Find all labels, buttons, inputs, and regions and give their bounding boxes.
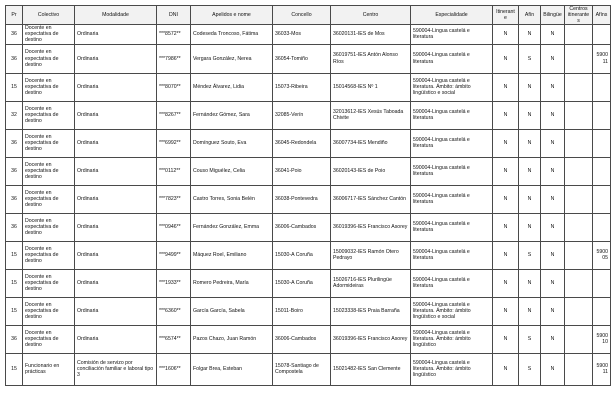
cell-centro: 36020131-IES de Mos	[331, 25, 411, 44]
cell-colectivo: Docente en expectativa de destino	[23, 101, 75, 129]
cell-centros-itinerantes	[565, 241, 593, 269]
cell-modalidade: Ordinaria	[75, 185, 157, 213]
table-row	[6, 25, 611, 44]
cell-centro: 15026716-IES Plurilingüe Adormideiras	[331, 269, 411, 297]
cell-centros-itinerantes	[565, 73, 593, 101]
cell-afins	[593, 101, 611, 129]
cell-apelidos-nome: García García, Sabela	[191, 297, 273, 325]
cell-modalidade: Ordinaria	[75, 157, 157, 185]
cell-pr: 36	[6, 157, 23, 185]
cell-afin: S	[519, 241, 541, 269]
cell-centros-itinerantes	[565, 129, 593, 157]
cell-concello: 36006-Cambados	[273, 213, 331, 241]
cell-afin: N	[519, 213, 541, 241]
cell-centro: 36019396-IES Francisco Asorey	[331, 213, 411, 241]
cell-colectivo: Docente en expectativa de destino	[23, 269, 75, 297]
cell-apelidos-nome: Vergara González, Nerea	[191, 44, 273, 73]
cell-afin: N	[519, 25, 541, 44]
cell-afins	[593, 157, 611, 185]
cell-pr: 36	[6, 213, 23, 241]
cell-pr: 15	[6, 73, 23, 101]
cell-afins	[593, 129, 611, 157]
cell-concello: 36045-Redondela	[273, 129, 331, 157]
table-row	[6, 241, 611, 269]
cell-colectivo: Docente en expectativa de destino	[23, 297, 75, 325]
cell-centro: 36020143-IES de Poio	[331, 157, 411, 185]
col-header-afin: Afín	[519, 6, 541, 25]
col-header-centros-itinerantes: Centros itinerantes	[565, 6, 593, 25]
cell-bilingue: N	[541, 129, 565, 157]
cell-colectivo: Docente en expectativa de destino	[23, 241, 75, 269]
cell-apelidos-nome: Fernández Gómez, Sara	[191, 101, 273, 129]
cell-afins	[593, 25, 611, 44]
cell-pr: 36	[6, 129, 23, 157]
cell-colectivo: Docente en expectativa de destino	[23, 185, 75, 213]
cell-centro: 36006717-IES Sánchez Cantón	[331, 185, 411, 213]
cell-dni: ***0946**	[157, 213, 191, 241]
cell-dni: ***1933**	[157, 269, 191, 297]
col-header-afins: Afíns	[593, 6, 611, 25]
cell-dni: ***9499**	[157, 241, 191, 269]
cell-centro: 15023338-IES Praia Barraña	[331, 297, 411, 325]
col-header-modalidade: Modalidade	[75, 6, 157, 25]
cell-afins: 590005	[593, 241, 611, 269]
cell-dni: ***1606**	[157, 353, 191, 385]
cell-centro: 36019396-IES Francisco Asorey	[331, 325, 411, 353]
table-row	[6, 185, 611, 213]
cell-itinerante: N	[493, 185, 519, 213]
cell-colectivo: Docente en expectativa de destino	[23, 129, 75, 157]
cell-bilingue: N	[541, 157, 565, 185]
cell-modalidade: Ordinaria	[75, 25, 157, 44]
cell-dni: ***6360**	[157, 297, 191, 325]
cell-pr: 15	[6, 241, 23, 269]
cell-modalidade: Ordinaria	[75, 325, 157, 353]
cell-especialidade: 590004-Lingua castelá e literatura	[411, 185, 493, 213]
cell-itinerante: N	[493, 157, 519, 185]
cell-pr: 36	[6, 325, 23, 353]
cell-modalidade: Ordinaria	[75, 213, 157, 241]
header-row	[6, 6, 611, 25]
cell-colectivo: Funcionario en prácticas	[23, 353, 75, 385]
cell-centros-itinerantes	[565, 157, 593, 185]
cell-afin: N	[519, 185, 541, 213]
cell-afins	[593, 73, 611, 101]
table-row	[6, 353, 611, 385]
cell-modalidade: Ordinaria	[75, 129, 157, 157]
cell-itinerante: N	[493, 297, 519, 325]
cell-afin: N	[519, 269, 541, 297]
cell-concello: 36038-Pontevedra	[273, 185, 331, 213]
cell-pr: 15	[6, 297, 23, 325]
cell-concello: 32085-Verín	[273, 101, 331, 129]
cell-dni: ***0112**	[157, 157, 191, 185]
cell-especialidade: 590004-Lingua castelá e literatura	[411, 213, 493, 241]
cell-especialidade: 590004-Lingua castelá e literatura	[411, 157, 493, 185]
cell-apelidos-nome: Codeseda Troncoso, Fátima	[191, 25, 273, 44]
cell-colectivo: Docente en expectativa de destino	[23, 213, 75, 241]
cell-colectivo: Docente en expectativa de destino	[23, 44, 75, 73]
cell-bilingue: N	[541, 25, 565, 44]
cell-centros-itinerantes	[565, 297, 593, 325]
cell-dni: ***8267**	[157, 101, 191, 129]
cell-concello: 15030-A Coruña	[273, 269, 331, 297]
cell-afins	[593, 269, 611, 297]
cell-modalidade: Ordinaria	[75, 73, 157, 101]
cell-especialidade: 590004-Lingua castelá e literatura	[411, 44, 493, 73]
cell-colectivo: Docente en expectativa de destino	[23, 73, 75, 101]
cell-especialidade: 590004-Lingua castelá e literatura. Ámbito: ámbito lingüístico e social	[411, 297, 493, 325]
cell-bilingue: N	[541, 269, 565, 297]
cell-apelidos-nome: Castro Torres, Sonia Belén	[191, 185, 273, 213]
col-header-itinerante: Itinerante	[493, 6, 519, 25]
cell-itinerante: N	[493, 269, 519, 297]
col-header-colectivo: Colectivo	[23, 6, 75, 25]
cell-dni: ***7823**	[157, 185, 191, 213]
cell-centro: 36019751-IES Antón Alonso Ríos	[331, 44, 411, 73]
cell-concello: 15011-Boiro	[273, 297, 331, 325]
col-header-centro: Centro	[331, 6, 411, 25]
cell-apelidos-nome: Couso Miguélez, Celia	[191, 157, 273, 185]
cell-bilingue: N	[541, 325, 565, 353]
cell-bilingue: N	[541, 101, 565, 129]
cell-apelidos-nome: Máquez Roel, Emiliano	[191, 241, 273, 269]
cell-centros-itinerantes	[565, 213, 593, 241]
cell-centro: 15021482-IES San Clemente	[331, 353, 411, 385]
cell-itinerante: N	[493, 129, 519, 157]
cell-afin: S	[519, 353, 541, 385]
cell-itinerante: N	[493, 25, 519, 44]
cell-itinerante: N	[493, 241, 519, 269]
cell-afin: N	[519, 157, 541, 185]
cell-especialidade: 590004-Lingua castelá e literatura	[411, 101, 493, 129]
cell-modalidade: Ordinaria	[75, 101, 157, 129]
cell-afins	[593, 297, 611, 325]
cell-especialidade: 590004-Lingua castelá e literatura	[411, 129, 493, 157]
table-row	[6, 325, 611, 353]
cell-centro: 15009032-IES Ramón Otero Pedrayo	[331, 241, 411, 269]
cell-dni: ***6574**	[157, 325, 191, 353]
table-row	[6, 269, 611, 297]
cell-modalidade: Comisión de servizo por conciliación familiar e laboral tipo 3	[75, 353, 157, 385]
table-row	[6, 101, 611, 129]
table-row	[6, 213, 611, 241]
cell-centros-itinerantes	[565, 353, 593, 385]
cell-concello: 15073-Ribeira	[273, 73, 331, 101]
cell-dni: ***8572**	[157, 25, 191, 44]
cell-centros-itinerantes	[565, 185, 593, 213]
cell-afins: 590010	[593, 325, 611, 353]
cell-afin: N	[519, 101, 541, 129]
cell-apelidos-nome: Romero Pedreira, María	[191, 269, 273, 297]
cell-especialidade: 590004-Lingua castelá e literatura	[411, 25, 493, 44]
table-row	[6, 297, 611, 325]
cell-centros-itinerantes	[565, 101, 593, 129]
cell-centros-itinerantes	[565, 44, 593, 73]
cell-itinerante: N	[493, 73, 519, 101]
cell-colectivo: Docente en expectativa de destino	[23, 325, 75, 353]
cell-itinerante: N	[493, 353, 519, 385]
cell-colectivo: Docente en expectativa de destino	[23, 157, 75, 185]
cell-bilingue: N	[541, 185, 565, 213]
cell-especialidade: 590004-Lingua castelá e literatura	[411, 241, 493, 269]
cell-pr: 36	[6, 44, 23, 73]
cell-afin: N	[519, 297, 541, 325]
cell-bilingue: N	[541, 44, 565, 73]
cell-itinerante: N	[493, 44, 519, 73]
col-header-dni: DNI	[157, 6, 191, 25]
cell-centro: 36007734-IES Mendiño	[331, 129, 411, 157]
cell-pr: 15	[6, 269, 23, 297]
cell-especialidade: 590004-Lingua castelá e literatura. Ámbito: ámbito lingüístico	[411, 325, 493, 353]
cell-pr: 36	[6, 185, 23, 213]
cell-centros-itinerantes	[565, 269, 593, 297]
cell-centro: 32013612-IES Xesús Taboada Chivite	[331, 101, 411, 129]
cell-centros-itinerantes	[565, 25, 593, 44]
cell-afin: N	[519, 129, 541, 157]
table-row	[6, 44, 611, 73]
col-header-pr: Pr	[6, 6, 23, 25]
table-row	[6, 73, 611, 101]
cell-afins	[593, 185, 611, 213]
cell-afins: 590011	[593, 44, 611, 73]
table-row	[6, 129, 611, 157]
cell-concello: 36041-Poio	[273, 157, 331, 185]
cell-especialidade: 590004-Lingua castelá e literatura	[411, 269, 493, 297]
cell-concello: 15078-Santiago de Compostela	[273, 353, 331, 385]
cell-bilingue: N	[541, 213, 565, 241]
cell-bilingue: N	[541, 73, 565, 101]
cell-afins	[593, 213, 611, 241]
col-header-bilingue: Bilingüe	[541, 6, 565, 25]
cell-colectivo: Docente en expectativa de destino	[23, 25, 75, 44]
cell-dni: ***6992**	[157, 129, 191, 157]
cell-apelidos-nome: Méndez Álvarez, Lidia	[191, 73, 273, 101]
cell-apelidos-nome: Fernández González, Emma	[191, 213, 273, 241]
cell-concello: 36006-Cambados	[273, 325, 331, 353]
cell-especialidade: 590004-Lingua castelá e literatura. Ámbito: ámbito lingüístico e social	[411, 73, 493, 101]
table-header	[6, 6, 611, 25]
assignment-listing-sheet	[5, 5, 610, 386]
cell-dni: ***7986**	[157, 44, 191, 73]
cell-itinerante: N	[493, 325, 519, 353]
cell-afin: S	[519, 44, 541, 73]
cell-afins: 590011	[593, 353, 611, 385]
cell-bilingue: N	[541, 297, 565, 325]
cell-afin: N	[519, 73, 541, 101]
cell-bilingue: N	[541, 353, 565, 385]
table-row	[6, 157, 611, 185]
cell-concello: 36033-Mos	[273, 25, 331, 44]
table-body	[6, 25, 611, 385]
cell-apelidos-nome: Folgar Brea, Esteban	[191, 353, 273, 385]
cell-modalidade: Ordinaria	[75, 44, 157, 73]
cell-dni: ***8070**	[157, 73, 191, 101]
col-header-apelidos: Apelidos e nome	[191, 6, 273, 25]
cell-itinerante: N	[493, 101, 519, 129]
cell-concello: 36054-Tomiño	[273, 44, 331, 73]
cell-apelidos-nome: Domínguez Souto, Eva	[191, 129, 273, 157]
cell-modalidade: Ordinaria	[75, 269, 157, 297]
cell-concello: 15030-A Coruña	[273, 241, 331, 269]
cell-modalidade: Ordinaria	[75, 297, 157, 325]
cell-pr: 36	[6, 25, 23, 44]
cell-apelidos-nome: Pazos Chazo, Juan Ramón	[191, 325, 273, 353]
cell-centros-itinerantes	[565, 325, 593, 353]
col-header-especialidade: Especialidade	[411, 6, 493, 25]
cell-modalidade: Ordinaria	[75, 241, 157, 269]
cell-centro: 15014568-IES Nº 1	[331, 73, 411, 101]
cell-pr: 15	[6, 353, 23, 385]
cell-pr: 32	[6, 101, 23, 129]
cell-itinerante: N	[493, 213, 519, 241]
col-header-concello: Concello	[273, 6, 331, 25]
cell-bilingue: N	[541, 241, 565, 269]
assignment-table	[5, 5, 611, 386]
cell-especialidade: 590004-Lingua castelá e literatura. Ámbito: ámbito lingüístico	[411, 353, 493, 385]
cell-afin: S	[519, 325, 541, 353]
